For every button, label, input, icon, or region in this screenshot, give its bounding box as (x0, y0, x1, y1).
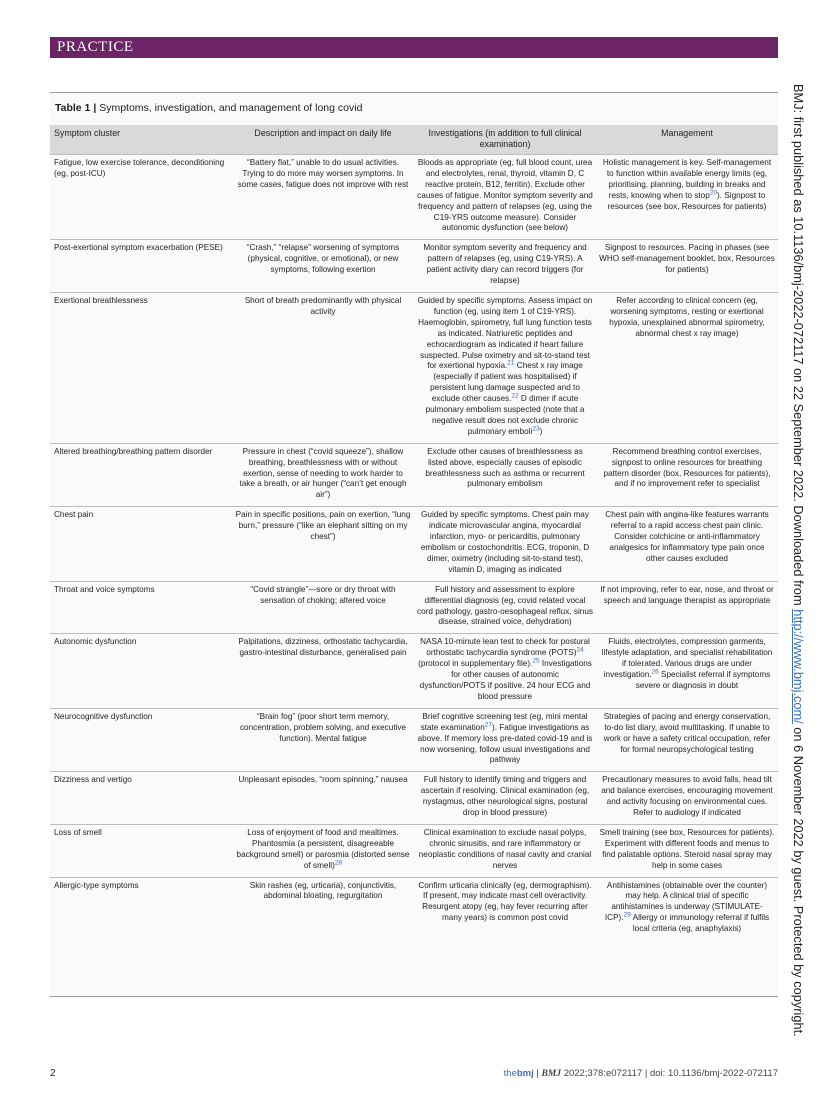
management-text: Fluids, electrolytes, compression garments, lifestyle adaptation, and specialist rehabilitation if tolerated. Various drugs are under investigation. (601, 637, 773, 680)
investigations-text: NASA 10-minute lean test to check for postural orthostatic tachycardia syndrome (POTS) (420, 637, 590, 658)
reference-link[interactable]: 27 (484, 720, 493, 728)
management-tail: ). Signpost to resources (see box, Resources for patients) (607, 190, 767, 211)
copyright-sidebar (791, 84, 806, 1037)
table-title-text: Symptoms, investigation, and management of long covid (99, 102, 363, 114)
investigations-text: Chest x ray image (especially if patient was hospitalised) if persistent lung damage suspected and to exclude other causes. (430, 361, 583, 404)
reference-link[interactable]: 21 (507, 359, 515, 367)
column-header-investigations: Investigations (in addition to full clinical examination) (414, 125, 596, 155)
cell-cluster: Exertional breathlessness (50, 292, 232, 443)
cell-cluster: Fatigue, low exercise tolerance, deconditioning (eg, post-ICU) (50, 155, 232, 240)
cell-cluster: Allergic-type symptoms (50, 877, 232, 940)
cell-investigations: Full history and assessment to explore differential diagnosis (eg, covid related vocal cord pathology, gastro-oesophageal reflux, sinus disease, strained voice, dehydration) (414, 581, 596, 634)
cell-description: Pain in specific positions, pain on exertion, “lung burn,” pressure (“like an elephant sitting on my chest”) (232, 507, 414, 581)
cell-investigations (414, 708, 596, 772)
table-row (50, 507, 778, 581)
cell-investigations: Confirm urticaria clinically (eg, dermographism). If present, may indicate mast cell overactivity. Resurgent atopy (eg, hay fever recurring after many years) is common post covid (414, 877, 596, 940)
investigations-text: Guided by specific symptoms. Assess impact on function (eg, using item 1 of C19-YRS). Haemoglobin, spirometry, full lung function tests as indicated. Natriuretic peptides and echocardiogram as indicated if heart failure suspected. Pulse oximetry and sit-to-stand test for exertional hypoxia. (417, 295, 593, 371)
column-header-management: Management (596, 125, 778, 155)
table-row (50, 155, 778, 240)
table-title-prefix: Table 1 | (55, 102, 100, 114)
cell-investigations: Full history to identify timing and triggers and ascertain if resolving. Clinical examination (eg, nystagmus, other neurological signs, postural drop in blood pressure) (414, 772, 596, 825)
cell-cluster: Autonomic dysfunction (50, 634, 232, 708)
page-number: 2 (50, 1068, 56, 1079)
footer-separator: | (533, 1068, 542, 1079)
cell-investigations: Exclude other causes of breathlessness as listed above, especially causes of episodic breathlessness such as asthma or recurrent pulmonary embolism (414, 443, 596, 507)
cell-investigations: Monitor symptom severity and frequency and pattern of relapses (eg, using C19-YRS). A patient activity diary can record triggers (for relapse) (414, 240, 596, 293)
cell-description: “Covid strangle”—sore or dry throat with sensation of choking; altered voice (232, 581, 414, 634)
cell-cluster: Altered breathing/breathing pattern disorder (50, 443, 232, 507)
cell-description: “Battery flat,” unable to do usual activities. Trying to do more may worsen symptoms. In some cases, fatigue does not improve with rest (232, 155, 414, 240)
reference-link[interactable]: 23 (532, 425, 540, 433)
symptom-table (50, 125, 778, 940)
management-text: Holistic management is key. Self-management to function within available energy limits (eg, prioritising, planning, building in breaks and rests, knowing when to stop (602, 158, 772, 200)
table-row (50, 634, 778, 708)
cell-management: Refer according to clinical concern (eg, worsening symptoms, resting or exertional hypoxia, unexplained abnormal spirometry, abnormal chest x ray image) (596, 292, 778, 443)
investigations-text: Brief cognitive screening test (eg, mini mental state examination (420, 711, 588, 732)
management-text: Antihistamines (obtainable over the counter) may help. A clinical trial of specific antihistamines is underway (STIMULATE-ICP). (604, 880, 768, 923)
cell-management: Chest pain with angina-like features warrants referral to a rapid access chest pain clinic. Consider colchicine or anti-inflammatory analgesics for inflammatory type pain once other causes excluded (596, 507, 778, 581)
cell-description: “Brain fog” (poor short term memory, concentration, problem solving, and executive function). Mental fatigue (232, 708, 414, 772)
reference-link[interactable]: 28 (334, 858, 343, 866)
column-header-symptom: Symptom cluster (50, 125, 232, 155)
sidebar-prefix: BMJ: first published as 10.1136/bmj-2022-072117 on 22 September 2022. Downloaded from (791, 84, 806, 610)
cell-management: Strategies of pacing and energy conservation, to-do list diary, avoid multitasking. If unable to work or have a safety critical occupation, refer for formal neuropsychological testing (596, 708, 778, 772)
table-header-row (50, 125, 778, 155)
reference-link[interactable]: 29 (623, 911, 631, 919)
cell-management: Signpost to resources. Pacing in phases (see WHO self-management booklet, box, Resources for patients) (596, 240, 778, 293)
cell-description: “Crash,” “relapse” worsening of symptoms (physical, cognitive, or emotional), or new symptoms, following exertion (232, 240, 414, 293)
management-tail: Specialist referral if symptoms severe or diagnosis in doubt (635, 670, 771, 690)
cell-management: Precautionary measures to avoid falls, head tilt and balance exercises, encouraging movement and activity focusing on environmental cues. Refer to audiology if indicated (596, 772, 778, 825)
table-row (50, 824, 778, 877)
description-text: Loss of enjoyment of food and mealtimes. Phantosmia (a persistent, disagreeable background smell) or parosmia (distorted sense of smell) (236, 827, 410, 870)
table-row (50, 708, 778, 772)
reference-link[interactable]: 26 (651, 668, 659, 676)
column-header-description: Description and impact on daily life (232, 125, 414, 155)
table-title (55, 102, 362, 114)
cell-description: Pressure in chest (“covid squeeze”), shallow breathing, breathlessness with or without exertion, sense of needing to work harder to take a breath, or air hunger (“can’t get enough air”) (232, 443, 414, 507)
investigations-text: Investigations for other causes of autonomic dysfunction/POTS if positive. 24 hour ECG and blood pressure (419, 659, 592, 701)
cell-description: Short of breath predominantly with physical activity (232, 292, 414, 443)
cell-cluster: Neurocognitive dysfunction (50, 708, 232, 772)
management-tail: Allergy or immunology referral if fulfils local criteria (eg, anaphylaxis) (630, 913, 770, 934)
investigations-text: ). Fatigue investigations as above. If memory loss pre-dated covid-19 and is now worsening, follow usual investigations and pathway (417, 722, 593, 765)
reference-link[interactable]: 25 (532, 657, 540, 665)
cell-investigations: Clinical examination to exclude nasal polyps, chronic sinusitis, and rare inflammatory or neoplastic conditions of nasal cavity and cranial nerves (414, 824, 596, 877)
brand-the: the (503, 1068, 517, 1079)
cell-description (232, 824, 414, 877)
cell-cluster: Throat and voice symptoms (50, 581, 232, 634)
cell-management (596, 634, 778, 708)
table-row (50, 240, 778, 293)
cell-management (596, 155, 778, 240)
reference-link[interactable]: 22 (511, 392, 519, 400)
table-row (50, 292, 778, 443)
cell-investigations: Bloods as appropriate (eg, full blood count, urea and electrolytes, renal, thyroid, vitamin D, C reactive protein, B12, ferritin). Exclude other causes of fatigue. Monitor symptom severity and frequency and pattern of relapses (eg, using the C19-YRS outcome measure). Consider autonomic dysfunction (see below) (414, 155, 596, 240)
investigations-text: D dimer if acute pulmonary embolism suspected (note that a negative result does not exclude chronic pulmonary emboli (425, 394, 585, 436)
table-row (50, 443, 778, 507)
investigations-text: (protocol in supplementary file). (418, 659, 533, 669)
sidebar-suffix: on 6 November 2022 by guest. Protected by copyright. (791, 723, 806, 1037)
cell-cluster: Loss of smell (50, 824, 232, 877)
journal-name: BMJ (541, 1069, 562, 1079)
investigations-text: ) (539, 426, 543, 436)
reference-link[interactable]: 20 (709, 188, 718, 196)
cell-cluster: Dizziness and vertigo (50, 772, 232, 825)
table-row (50, 581, 778, 634)
cell-description: Palpitations, dizziness, orthostatic tachycardia, gastro-intestinal disturbance, generalised pain (232, 634, 414, 708)
cell-investigations (414, 292, 596, 443)
cell-management (596, 877, 778, 940)
table-row (50, 772, 778, 825)
cell-management: Smell training (see box, Resources for patients). Experiment with different foods and menus to find palatable options. Steroid nasal spray may help in some cases (596, 824, 778, 877)
cell-cluster: Chest pain (50, 507, 232, 581)
cell-investigations (414, 634, 596, 708)
cell-investigations: Guided by specific symptoms. Chest pain may indicate microvascular angina, myocardial infarction, myo- or pericarditis, pulmonary embolism or costochondritis. ECG, troponin, D dimer, oximetry (including sit-to-stand test), vitamin D, imaging as indicated (414, 507, 596, 581)
table-container (50, 92, 778, 997)
cell-cluster: Post-exertional symptom exacerbation (PESE) (50, 240, 232, 293)
cell-management: If not improving, refer to ear, nose, and throat or speech and language therapist as appropriate (596, 581, 778, 634)
reference-link[interactable]: 24 (576, 646, 584, 654)
citation: 2022;378:e072117 | doi: 10.1136/bmj-2022-072117 (561, 1068, 778, 1079)
section-banner (50, 37, 778, 58)
page-footer (504, 1068, 778, 1079)
brand-bmj-logo: bmj (516, 1068, 534, 1079)
cell-description: Unpleasant episodes, “room spinning,” nausea (232, 772, 414, 825)
bmj-site-link[interactable]: http://www.bmj.com/ (791, 609, 806, 724)
table-row (50, 877, 778, 940)
section-label: PRACTICE (57, 39, 134, 55)
cell-management: Recommend breathing control exercises, signpost to online resources for breathing pattern disorder (box, Resources for patients), and if no improvement refer to specialist (596, 443, 778, 507)
cell-description: Skin rashes (eg, urticaria), conjunctivitis, abdominal bloating, regurgitation (232, 877, 414, 940)
